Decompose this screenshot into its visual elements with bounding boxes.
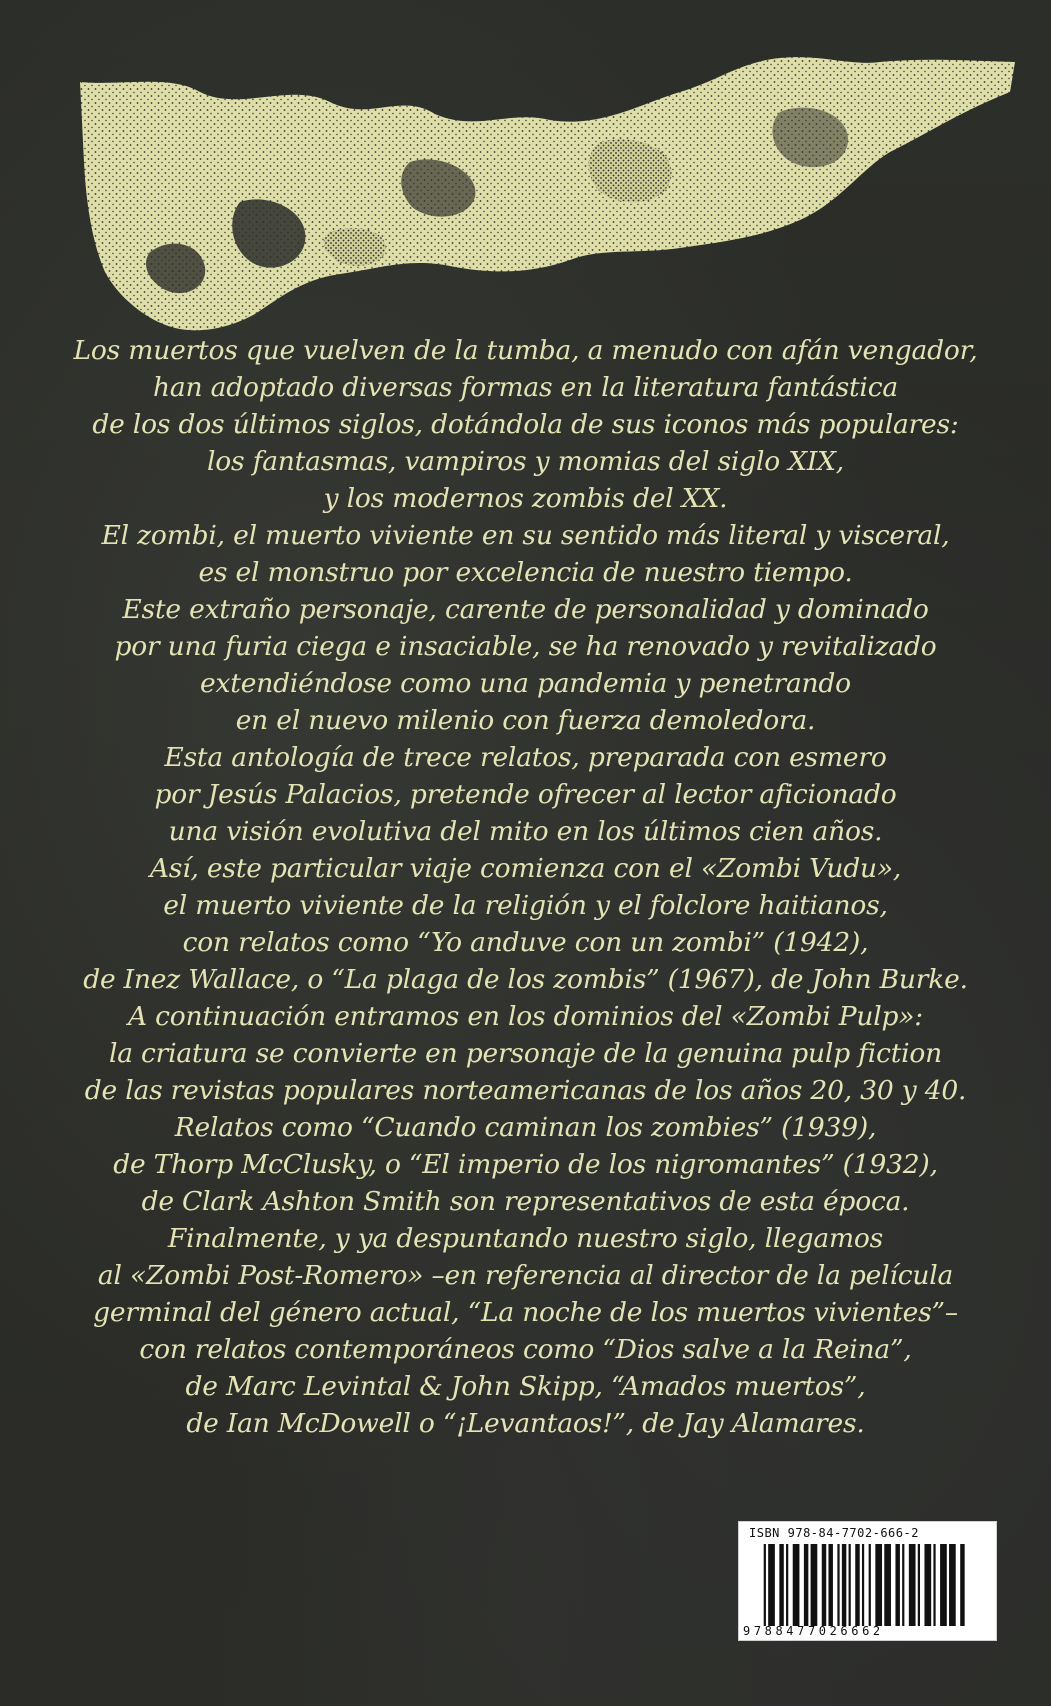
barcode-bar (924, 1544, 931, 1626)
barcode-bar (828, 1544, 832, 1626)
isbn-barcode (738, 1521, 997, 1641)
blurb-line: de Ian McDowell o “¡Levantaos!”, de Jay Alamares. (186, 1408, 865, 1439)
isbn-label: ISBN 978-84-7702-666-2 (749, 1526, 919, 1540)
blurb-line: extendiéndose como una pandemia y penetrando (200, 668, 851, 699)
barcode-bar (895, 1544, 899, 1626)
barcode-bar (779, 1544, 783, 1626)
blurb-line: por Jesús Palacios, pretende ofrecer al lector aficionado (154, 779, 897, 810)
barcode-bar (855, 1544, 859, 1626)
barcode-bar (918, 1544, 920, 1626)
barcode-bar (940, 1544, 947, 1626)
blurb-line: al «Zombi Post-Romero» –en referencia al director de la película (97, 1260, 954, 1291)
barcode-bar (949, 1544, 956, 1626)
blurb-line: El zombi, el muerto viviente en su sentido más literal y visceral, (101, 520, 950, 551)
barcode-bar (909, 1544, 916, 1626)
barcode-bar (902, 1544, 904, 1626)
barcode-bar (768, 1544, 775, 1626)
blurb-line: han adoptado diversas formas en la literatura fantástica (153, 372, 898, 403)
barcode-bar (849, 1544, 851, 1626)
blurb-line: de Thorp McClusky, o “El imperio de los nigromantes” (1932), (113, 1149, 938, 1180)
barcode-bar (837, 1544, 839, 1626)
blurb-line: A continuación entramos en los dominios del «Zombi Pulp»: (127, 1001, 924, 1032)
blurb-line: una visión evolutiva del mito en los últimos cien años. (168, 816, 883, 847)
blurb-line: de los dos últimos siglos, dotándola de sus iconos más populares: (92, 409, 959, 440)
back-cover-blurb (40, 332, 1011, 1442)
barcode-bar (869, 1544, 871, 1626)
blurb-line: y los modernos zombis del XX. (323, 483, 728, 514)
barcode-bar (842, 1544, 846, 1626)
barcode-bar (811, 1544, 818, 1626)
blurb-line: es el monstruo por excelencia de nuestro tiempo. (198, 557, 853, 588)
barcode-bar (960, 1544, 964, 1626)
blurb-line: los fantasmas, vampiros y momias del siglo XIX, (206, 446, 845, 477)
barcode-bar (822, 1544, 826, 1626)
blurb-line: por una furia ciega e insaciable, se ha renovado y revitalizado (114, 631, 937, 662)
blurb-line: de Inez Wallace, o “La plaga de los zombis” (1967), de John Burke. (83, 964, 968, 995)
blurb-line: en el nuevo milenio con fuerza demoledora. (235, 705, 816, 736)
barcode-bar (933, 1544, 935, 1626)
barcode-bar (804, 1544, 808, 1626)
barcode-bar (764, 1544, 766, 1626)
barcode-bar (793, 1544, 800, 1626)
barcode-digits: 9788477026662 (743, 1624, 884, 1638)
blurb-line: Así, este particular viaje comienza con el «Zombi Vudu», (149, 853, 902, 884)
blurb-line: Relatos como “Cuando caminan los zombies” (1939), (174, 1112, 877, 1143)
barcode-bar (875, 1544, 882, 1626)
blurb-line: Finalmente, y ya despuntando nuestro siglo, llegamos (167, 1223, 884, 1254)
barcode-bars-icon (757, 1544, 987, 1626)
blurb-line: germinal del género actual, “La noche de los muertos vivientes”– (93, 1297, 958, 1328)
blurb-line: el muerto viviente de la religión y el folclore haitianos, (163, 890, 888, 921)
barcode-bar (786, 1544, 788, 1626)
blurb-line: Esta antología de trece relatos, preparada con esmero (164, 742, 887, 773)
blurb-line: de las revistas populares norteamericanas de los años 20, 30 y 40. (84, 1075, 967, 1106)
blurb-line: de Clark Ashton Smith son representativos de esta época. (141, 1186, 910, 1217)
blurb-line: Los muertos que vuelven de la tumba, a menudo con afán vengador, (73, 335, 978, 366)
blurb-line: con relatos como “Yo anduve con un zombi” (1942), (182, 927, 869, 958)
blurb-line: la criatura se convierte en personaje de la genuina pulp fiction (108, 1038, 943, 1069)
blurb-line: Este extraño personaje, carente de personalidad y dominado (122, 594, 929, 625)
blurb-line: de Marc Levintal & John Skipp, “Amados muertos”, (185, 1371, 866, 1402)
blurb-line: con relatos contemporáneos como “Dios salve a la Reina”, (139, 1334, 912, 1365)
zombie-illustration-icon (80, 52, 1020, 334)
barcode-bar (884, 1544, 891, 1626)
barcode-bar (862, 1544, 864, 1626)
